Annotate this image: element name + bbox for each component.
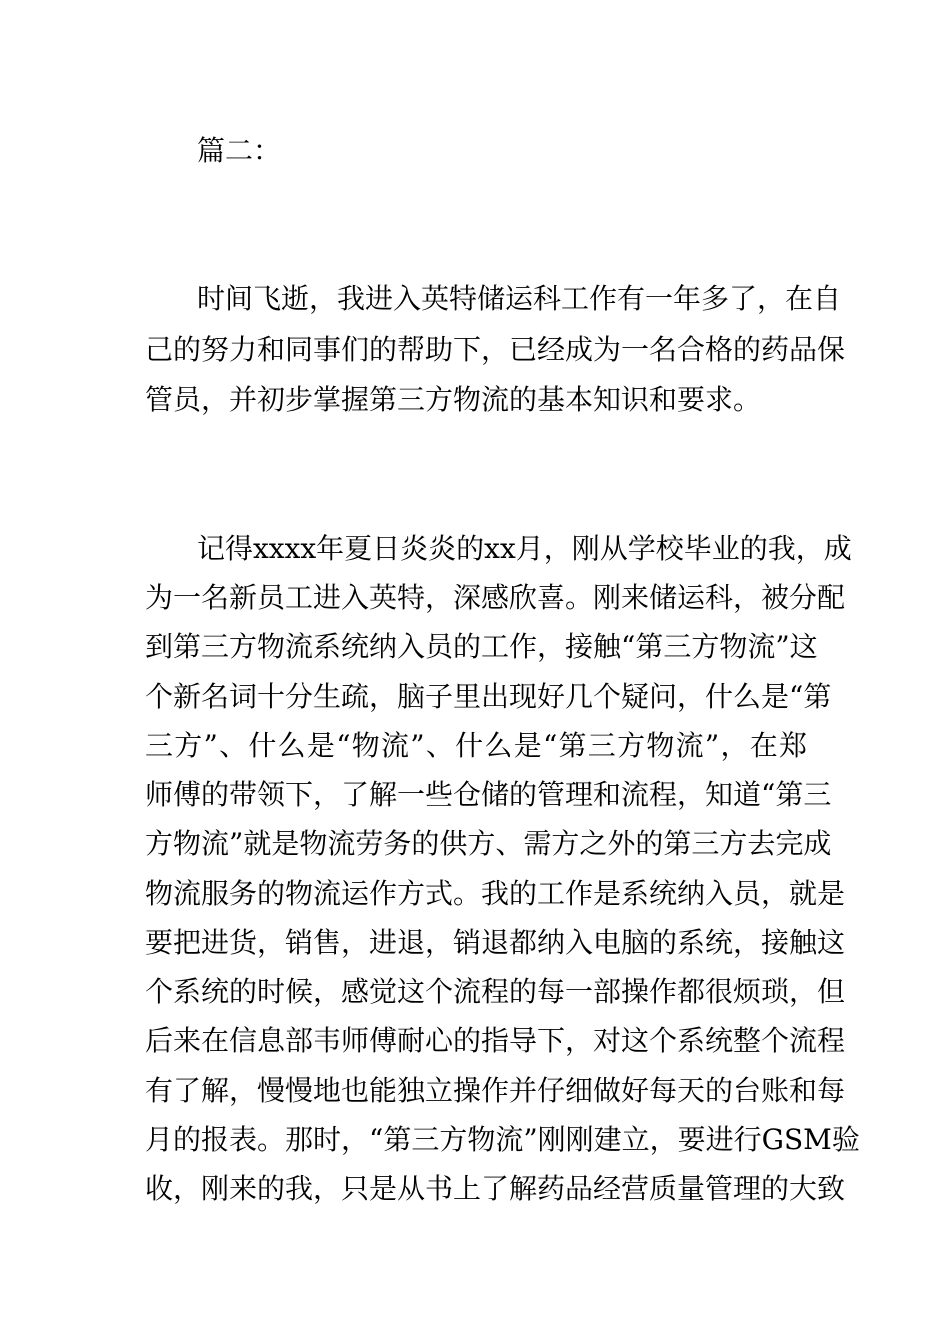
section-heading: 篇二：: [197, 134, 282, 167]
paragraph-line: 管员，并初步掌握第三方物流的基本知识和要求。: [145, 383, 762, 416]
paragraph-line: 时间飞逝，我进入英特储运科工作有一年多了，在自: [197, 282, 842, 315]
paragraph-line: 物流服务的物流运作方式。我的工作是系统纳入员，就是: [145, 877, 846, 910]
paragraph-line: 个新名词十分生疏，脑子里出现好几个疑问，什么是“第: [145, 680, 832, 713]
paragraph-line: 有了解，慢慢地也能独立操作并仔细做好每天的台账和每: [145, 1074, 846, 1107]
paragraph-line: 要把进货，销售，进退，销退都纳入电脑的系统，接触这: [145, 926, 846, 959]
paragraph-line: 三方”、什么是“物流”、什么是“第三方物流”，在郑: [145, 729, 807, 762]
paragraph-line: 己的努力和同事们的帮助下，已经成为一名合格的药品保: [145, 333, 846, 366]
paragraph-line: 月的报表。那时，“第三方物流”刚刚建立，要进行GSM验: [145, 1123, 860, 1156]
paragraph-line: 为一名新员工进入英特，深感欣喜。刚来储运科，被分配: [145, 581, 846, 614]
paragraph-line: 收，刚来的我，只是从书上了解药品经营质量管理的大致: [145, 1172, 846, 1205]
paragraph-line: 到第三方物流系统纳入员的工作，接触“第三方物流”这: [145, 630, 818, 663]
paragraph-line: 后来在信息部韦师傅耐心的指导下，对这个系统整个流程: [145, 1024, 846, 1057]
paragraph-line: 个系统的时候，感觉这个流程的每一部操作都很烦琐，但: [145, 975, 846, 1008]
paragraph-line: 记得xxxx年夏日炎炎的xx月，刚从学校毕业的我，成: [197, 532, 852, 565]
paragraph-line: 师傅的带领下，了解一些仓储的管理和流程，知道“第三: [145, 778, 832, 811]
paragraph-line: 方物流”就是物流劳务的供方、需方之外的第三方去完成: [145, 827, 832, 860]
